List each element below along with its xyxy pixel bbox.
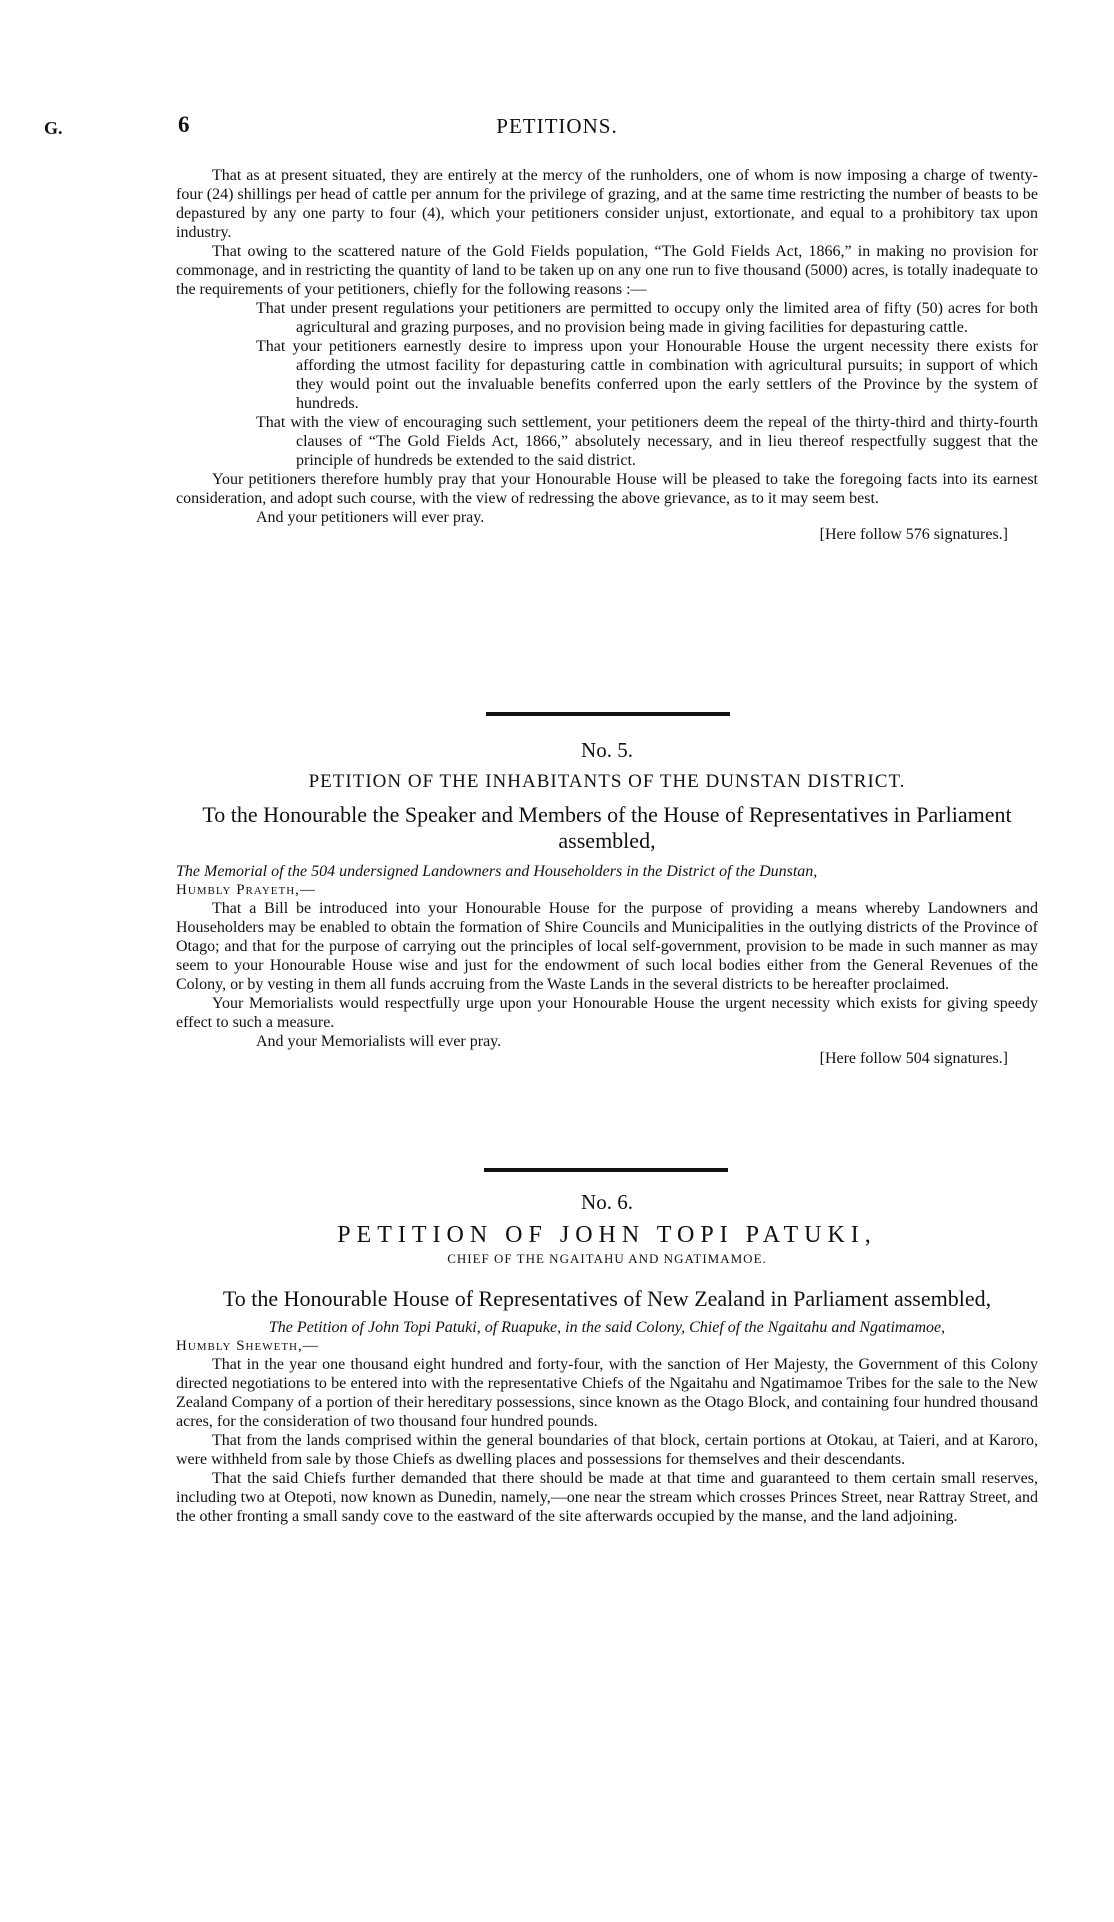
petition-of-line: The Petition of John Topi Patuki, of Ruapuke, in the said Colony, Chief of the Ngaitahu and Ngatimamoe, [268,1319,946,1336]
paragraph: That as at present situated, they are entirely at the mercy of the runholders, one of whom is now imposing a charge of twenty-four (24) shillings per head of cattle per annum for the privilege of grazing, and at the same time restricting the number of beasts to be depastured by any one party to four (4), which your petitioners consider unjust, extortionate, and equal to a prohibitory tax upon industry. [176,167,1038,241]
closing-line: And your petitioners will ever pray. [256,509,485,526]
petition5 [176,738,1038,1068]
series-code: G. [44,118,63,138]
salutation: Humbly Prayeth,— [176,882,316,898]
running-header [0,112,1114,142]
paragraph: That a Bill be introduced into your Honourable House for the purpose of providing a means whereby Landowners and Householders may be enabled to obtain the formation of Shire Councils and Municipalities in the outlying districts of the Province of Otago; and that for the purpose of carrying out the principles of local self-government, provision to be made in such manner as may seem to your Honourable House wise and just for the endowment of such local bodies either from the General Revenues of the Colony, or by vesting in them all funds accruing from the Waste Lands in the several districts to be hereafter proclaimed. [176,900,1038,993]
petition-title: PETITION OF THE INHABITANTS OF THE DUNSTAN DISTRICT. [308,771,906,792]
petition-address: To the Honourable the Speaker and Members of the House of Representatives in Parliament assembled, [202,802,1012,853]
reason-item: That your petitioners earnestly desire to impress upon your Honourable House the urgent necessity there exists for affording the utmost facility for depasturing cattle in combination with agricultural pursuits; in support of which they would point out the invaluable benefits conferred upon the early settlers of the Province by the system of hundreds. [256,338,1038,412]
petition-number: No. 5. [581,738,633,762]
petition6 [176,1190,1038,1526]
reason-item: That under present regulations your petitioners are permitted to occupy only the limited area of fifty (50) acres for both agricultural and grazing purposes, and no provision being made in giving facilities for depasturing cattle. [256,300,1038,336]
petition-title: PETITION OF JOHN TOPI PATUKI, [337,1222,877,1248]
prayer: Your petitioners therefore humbly pray that your Honourable House will be pleased to take the foregoing facts into its earnest consideration, and adopt such course, with the view of redressing the above grievance, as to it may seem best. [176,471,1038,507]
page-title: PETITIONS. [496,114,618,138]
paragraph: Your Memorialists would respectfully urge upon your Honourable House the urgent necessity which exists for giving speedy effect to such a measure. [176,995,1038,1031]
salutation: Humbly Sheweth,— [176,1338,319,1354]
petition-address: To the Honourable House of Representatives of New Zealand in Parliament assembled, [222,1286,992,1311]
closing-line: And your Memorialists will ever pray. [256,1033,502,1050]
paragraph: That the said Chiefs further demanded that there should be made at that time and guaranteed to them certain small reserves, including two at Otepoti, now known as Dunedin, namely,—one near the stream which crosses Princes Street, near Rattray Street, and the other fronting a small sandy cove to the eastward of the site afterwards occupied by the manse, and the land adjoining. [176,1470,1038,1525]
section-divider [486,712,730,716]
page-number: 6 [178,112,190,137]
reason-item: That with the view of encouraging such settlement, your petitioners deem the repeal of the thirty-third and thirty-fourth clauses of “The Gold Fields Act, 1866,” absolutely necessary, and in lieu thereof respectfully suggest that the principle of hundreds be extended to the said district. [256,414,1038,469]
memorial-line: The Memorial of the 504 undersigned Landowners and Householders in the District of the Dunstan, [176,863,818,880]
petition-subtitle: CHIEF OF THE NGAITAHU AND NGATIMAMOE. [447,1251,767,1266]
petition4-continued [176,166,1038,544]
signatures-note: [Here follow 504 signatures.] [819,1050,1008,1067]
paragraph: That from the lands comprised within the general boundaries of that block, certain portions at Otokau, at Taieri, and at Karoro, were withheld from sale by those Chiefs as dwelling places and possessions for themselves and their descendants. [176,1432,1038,1468]
paragraph: That owing to the scattered nature of the Gold Fields population, “The Gold Fields Act, 1866,” in making no provision for commonage, and in restricting the quantity of land to be taken up on any one run to five thousand (5000) acres, is totally inadequate to the requirements of your petitioners, chiefly for the following reasons :— [176,243,1038,298]
signatures-note: [Here follow 576 signatures.] [819,526,1008,543]
section-divider [484,1168,728,1172]
petition-number: No. 6. [581,1190,633,1214]
paragraph: That in the year one thousand eight hundred and forty-four, with the sanction of Her Majesty, the Government of this Colony directed negotiations to be entered into with the representative Chiefs of the Ngaitahu and Ngatimamoe Tribes for the sale to the New Zealand Company of a portion of their hereditary possessions, since known as the Otago Block, and containing four hundred thousand acres, for the consideration of two thousand four hundred pounds. [176,1356,1038,1430]
